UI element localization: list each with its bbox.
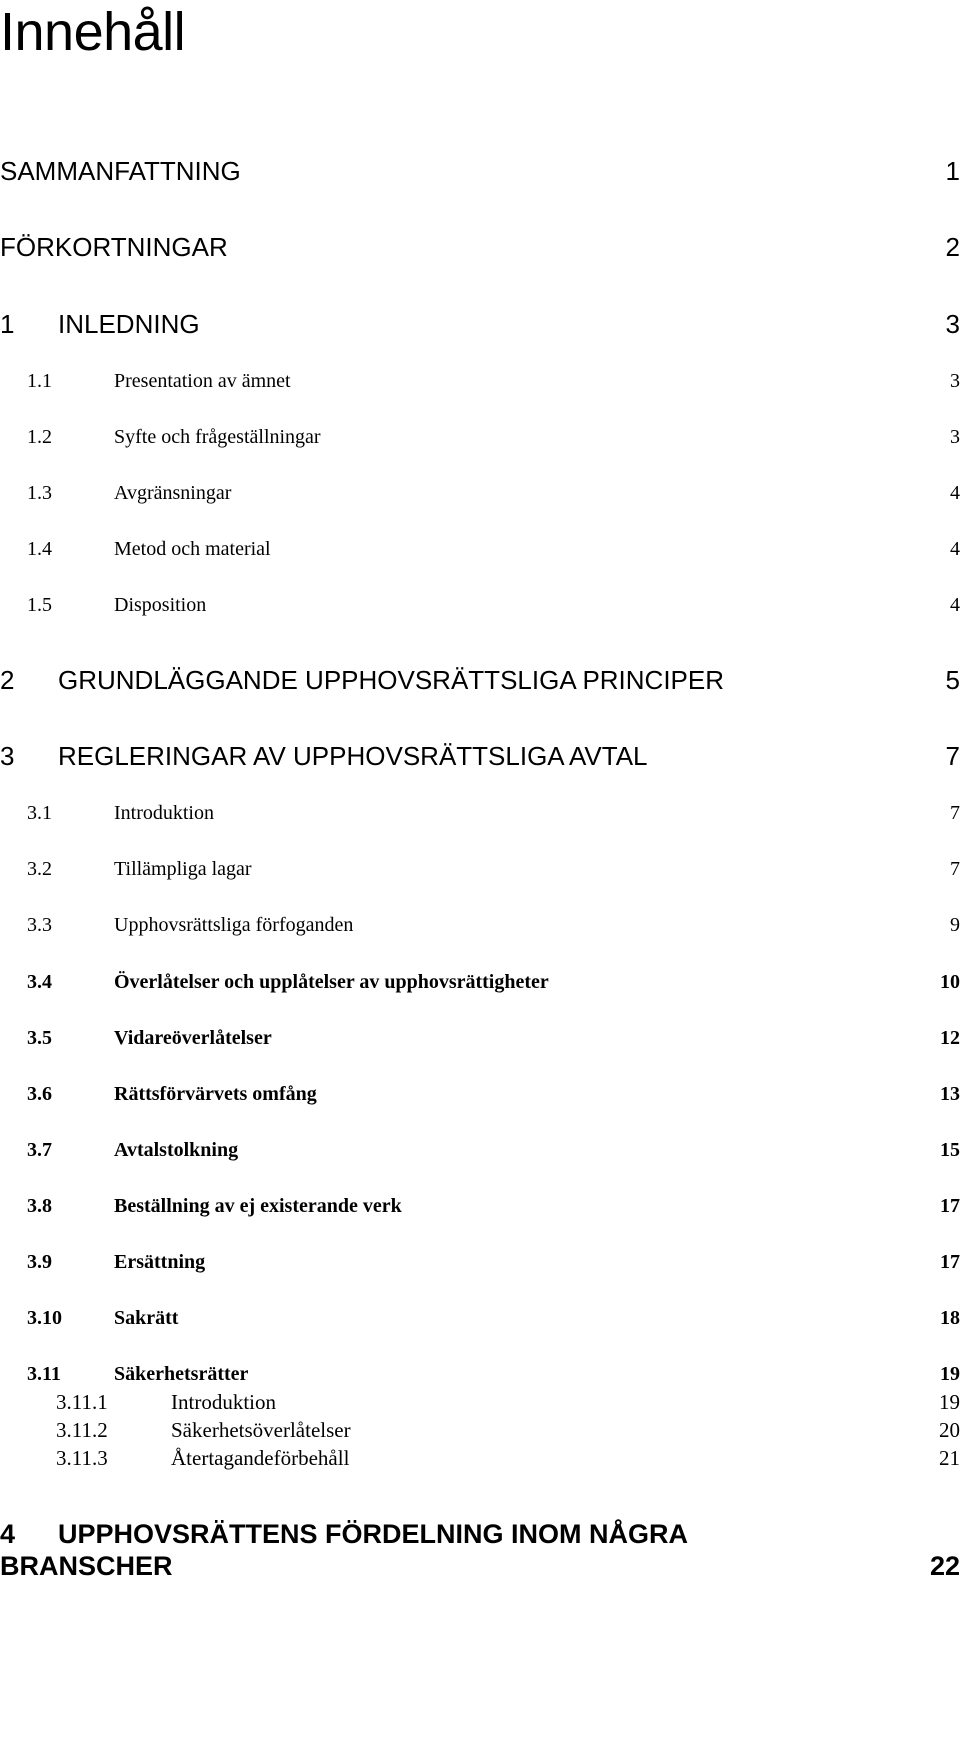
toc-entry-page: 22 (929, 1551, 960, 1581)
toc-entry-number: 1 (0, 309, 15, 339)
toc-entry-1-3[interactable] (0, 481, 960, 505)
toc-entry-forkortningar[interactable] (0, 232, 960, 262)
toc-entry-label: GRUNDLÄGGANDE UPPHOVSRÄTTSLIGA PRINCIPER (58, 665, 725, 695)
toc-entry-3-11-3[interactable] (0, 1446, 960, 1470)
toc-entry-3-1[interactable] (0, 801, 960, 825)
toc-entry-page: 7 (945, 741, 960, 771)
toc-entry-page: 19 (940, 1363, 960, 1385)
toc-entry-page: 4 (950, 594, 960, 616)
toc-entry-label: Presentation av ämnet (114, 370, 291, 392)
toc-entry-3-6[interactable] (0, 1082, 960, 1106)
toc-entry-page: 17 (940, 1195, 960, 1217)
toc-entry-number: 2 (0, 665, 15, 695)
toc-entry-3-11[interactable] (0, 1362, 960, 1386)
toc-entry-label: Introduktion (114, 802, 214, 824)
toc-entry-number: 1.4 (27, 538, 52, 560)
toc-entry-label: Säkerhetsrätter (114, 1363, 249, 1385)
toc-entry-page: 3 (950, 426, 960, 448)
toc-entry-label: Syfte och frågeställningar (114, 426, 321, 448)
toc-entry-number: 3.10 (27, 1307, 62, 1329)
toc-entry-label: Vidareöverlåtelser (114, 1027, 272, 1049)
toc-entry-3-8[interactable] (0, 1194, 960, 1218)
toc-entry-number: 3.3 (27, 914, 52, 936)
toc-entry-page: 12 (940, 1027, 960, 1049)
toc-entry-label-continued: BRANSCHER (0, 1551, 173, 1581)
toc-entry-label: Beställning av ej existerande verk (114, 1195, 402, 1217)
toc-entry-label: Disposition (114, 594, 207, 616)
toc-entry-label: Återtagandeförbehåll (171, 1446, 350, 1470)
toc-entry-page: 20 (939, 1418, 960, 1442)
toc-entry-page: 7 (950, 858, 960, 880)
toc-entry-1[interactable] (0, 309, 960, 339)
toc-entry-number: 4 (0, 1519, 16, 1549)
toc-entry-number: 3.9 (27, 1251, 52, 1273)
toc-entry-1-5[interactable] (0, 593, 960, 617)
toc-entry-label: FÖRKORTNINGAR (0, 232, 228, 262)
toc-entry-3-3[interactable] (0, 913, 960, 937)
toc-entry-page: 18 (940, 1307, 960, 1329)
toc-entry-3-7[interactable] (0, 1138, 960, 1162)
toc-entry-3-11-2[interactable] (0, 1418, 960, 1442)
toc-entry-3-2[interactable] (0, 857, 960, 881)
toc-entry-label: UPPHOVSRÄTTENS FÖRDELNING INOM NÅGRA (58, 1519, 689, 1549)
toc-entry-label: SAMMANFATTNING (0, 156, 241, 186)
toc-entry-1-2[interactable] (0, 425, 960, 449)
toc-entry-2[interactable] (0, 665, 960, 695)
toc-entry-page: 21 (939, 1446, 960, 1470)
toc-entry-3-11-1[interactable] (0, 1390, 960, 1414)
toc-entry-page: 9 (950, 914, 960, 936)
toc-entry-page: 17 (940, 1251, 960, 1273)
toc-entry-3-10[interactable] (0, 1306, 960, 1330)
toc-entry-label: Metod och material (114, 538, 271, 560)
toc-entry-page: 4 (950, 482, 960, 504)
toc-entry-number: 1.3 (27, 482, 52, 504)
toc-entry-label: Rättsförvärvets omfång (114, 1083, 317, 1105)
toc-entry-1-1[interactable] (0, 369, 960, 393)
toc-entry-1-4[interactable] (0, 537, 960, 561)
toc-entry-3-9[interactable] (0, 1250, 960, 1274)
toc-entry-page: 10 (940, 971, 960, 993)
toc-entry-label: Tillämpliga lagar (114, 858, 252, 880)
toc-entry-label: REGLERINGAR AV UPPHOVSRÄTTSLIGA AVTAL (58, 741, 648, 771)
toc-entry-number: 3.2 (27, 858, 52, 880)
toc-entry-4[interactable] (0, 1518, 960, 1582)
toc-entry-number: 3 (0, 741, 15, 771)
toc-entry-number: 1.1 (27, 370, 52, 392)
toc-entry-page: 1 (945, 156, 960, 186)
toc-entry-number: 3.5 (27, 1027, 52, 1049)
toc-entry-page: 13 (940, 1083, 960, 1105)
toc-entry-page: 3 (945, 309, 960, 339)
toc-entry-number: 3.1 (27, 802, 52, 824)
toc-entry-3[interactable] (0, 741, 960, 771)
toc-entry-page: 7 (950, 802, 960, 824)
toc-entry-page: 5 (945, 665, 960, 695)
toc-entry-number: 3.11 (27, 1363, 61, 1385)
toc-entry-page: 19 (939, 1390, 960, 1414)
toc-entry-number: 3.11.3 (56, 1446, 108, 1470)
toc-entry-label: Ersättning (114, 1251, 206, 1273)
toc-entry-label: Avtalstolkning (114, 1139, 239, 1161)
toc-entry-label: INLEDNING (58, 309, 200, 339)
toc-entry-number: 3.7 (27, 1139, 52, 1161)
toc-entry-page: 2 (945, 232, 960, 262)
toc-entry-number: 3.11.1 (56, 1390, 108, 1414)
toc-entry-label: Avgränsningar (114, 482, 232, 504)
toc-entry-label: Säkerhetsöverlåtelser (171, 1418, 351, 1442)
toc-entry-number: 1.2 (27, 426, 52, 448)
toc-entry-number: 3.6 (27, 1083, 52, 1105)
toc-entry-page: 4 (950, 538, 960, 560)
toc-entry-number: 1.5 (27, 594, 52, 616)
toc-entry-number: 3.4 (27, 971, 52, 993)
toc-entry-label: Introduktion (171, 1390, 276, 1414)
toc-entry-sammanfattning[interactable] (0, 156, 960, 186)
toc-entry-label: Överlåtelser och upplåtelser av upphovsrättigheter (114, 971, 549, 993)
toc-entry-label: Sakrätt (114, 1307, 179, 1329)
toc-entry-number: 3.11.2 (56, 1418, 108, 1442)
page-title: Innehåll (0, 2, 186, 62)
toc-entry-number: 3.8 (27, 1195, 52, 1217)
toc-entry-3-4[interactable] (0, 970, 960, 994)
toc-entry-label: Upphovsrättsliga förfoganden (114, 914, 354, 936)
toc-entry-3-5[interactable] (0, 1026, 960, 1050)
toc-entry-page: 15 (940, 1139, 960, 1161)
toc-entry-page: 3 (950, 370, 960, 392)
